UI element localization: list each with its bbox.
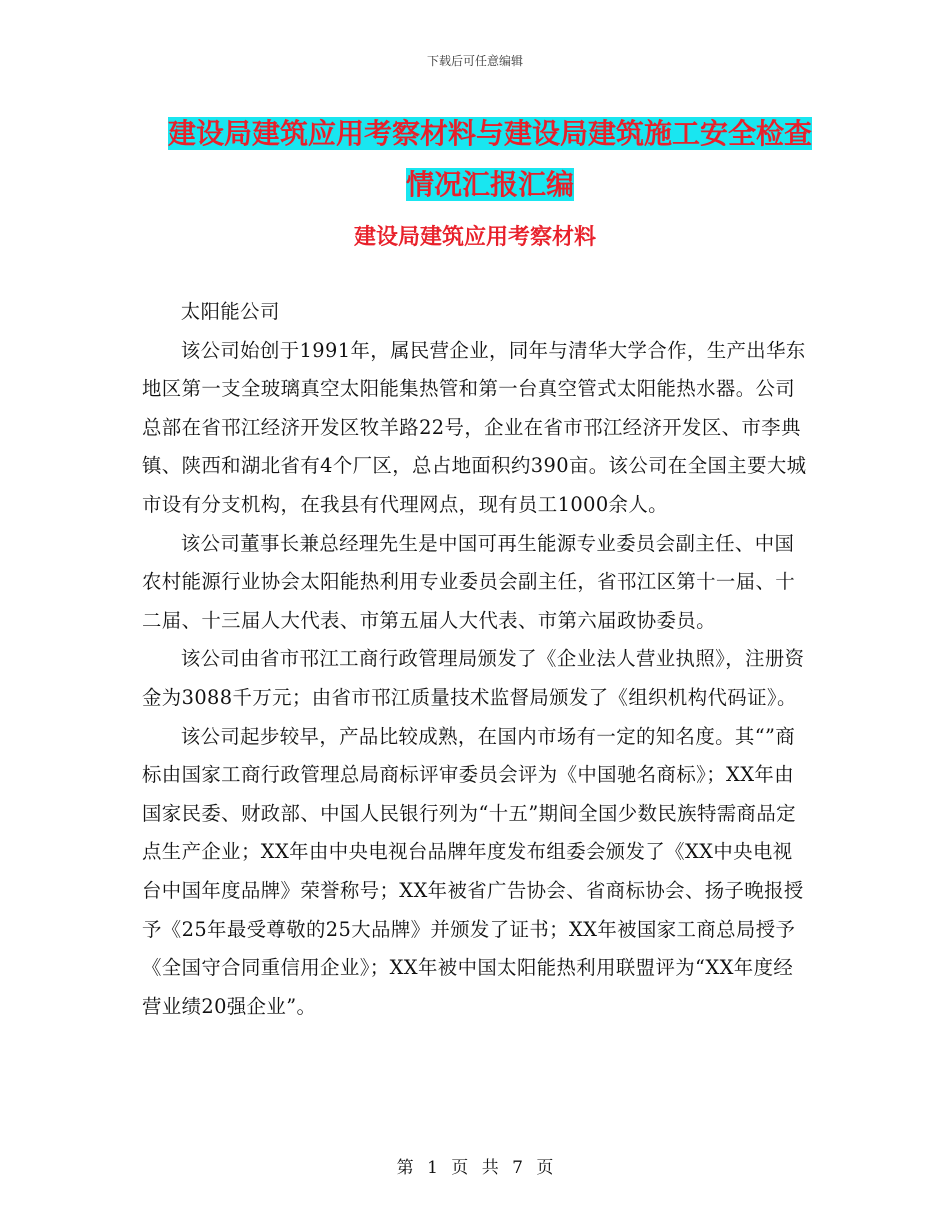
body-text — [142, 293, 810, 1026]
document-title — [130, 108, 850, 210]
document-title-line-2: 情况汇报汇编 — [405, 168, 574, 201]
paragraph: 该公司董事长兼总经理先生是中国可再生能源专业委员会副主任、中国农村能源行业协会太阳能热利用专业委员会副主任，省邗江区第十一届、十二届、十三届人大代表、市第五届人大代表、市第六届政协委员。 — [142, 531, 796, 632]
paragraph: 太阳能公司 — [180, 300, 280, 323]
paragraph: 该公司始创于1991年，属民营企业，同年与清华大学合作，生产出华东地区第一支全玻璃真空太阳能集热管和第一台真空管式太阳能热水器。公司总部在省邗江经济开发区牧羊路22号，企业在省市邗江经济开发区、市李典镇、陕西和湖北省有4个厂区，总占地面积约390亩。该公司在全国主要大城市设有分支机构，在我县有代理网点，现有员工1000余人。 — [142, 338, 807, 516]
paragraph: 该公司起步较早，产品比较成熟，在国内市场有一定的知名度。其“”商标由国家工商行政管理总局商标评审委员会评为《中国驰名商标》；XX年由国家民委、财政部、中国人民银行列为“十五”期间全国少数民族特需商品定点生产企业；XX年由中央电视台品牌年度发布组委会颁发了《XX中央电视台中国年度品牌》荣誉称号；XX年被省广告协会、省商标协会、扬子晚报授予《25年最受尊敬的25大品牌》并颁发了证书；XX年被国家工商总局授予《全国守合同重信用企业》；XX年被中国太阳能热利用联盟评为“XX年度经营业绩20强企业”。 — [142, 724, 804, 1018]
page-footer: 第 1 页 共 7 页 — [396, 1158, 554, 1178]
paragraph: 该公司由省市邗江工商行政管理局颁发了《企业法人营业执照》，注册资金为3088千万元；由省市邗江质量技术监督局颁发了《组织机构代码证》。 — [142, 647, 805, 709]
document-title-line-1: 建设局建筑应用考察材料与建设局建筑施工安全检查 — [167, 117, 812, 150]
header-note: 下载后可任意编辑 — [426, 54, 523, 68]
section-title: 建设局建筑应用考察材料 — [353, 225, 596, 250]
